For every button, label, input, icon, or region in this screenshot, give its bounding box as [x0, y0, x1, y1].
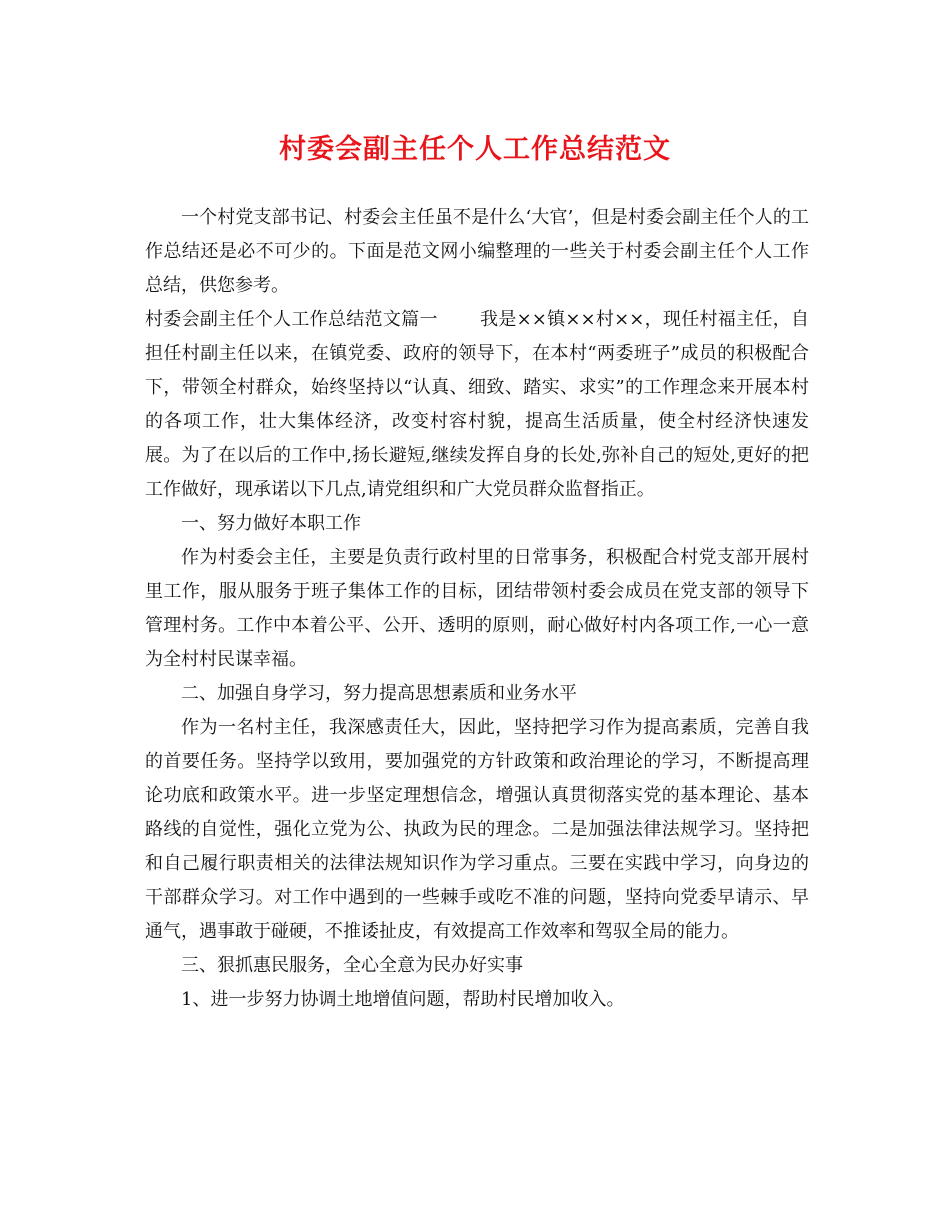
- heading-3: 三、狠抓惠民服务，全心全意为民办好实事: [181, 955, 523, 976]
- paragraph-2: 作为一名村主任，我深感责任大，因此，坚持把学习作为提高素质，完善自我的首要任务。坚持学以致用，要加强党的方针政策和政治理论的学习，不断提高理论功底和政策水平。进一步坚定理想信念，增强认真贯彻落实党的基本理论、基本路线的自觉性，强化立党为公、执政为民的理念。二是加强法律法规学习。坚持把和自己履行职责相关的法律法规知识作为学习重点。三要在实践中学习，向身边的干部群众学习。对工作中遇到的一些棘手或吃不准的问题，坚持向党委早请示、早通气，遇事敢于碰硬，不推诿扯皮，有效提高工作效率和驾驭全局的能力。: [145, 717, 809, 942]
- paragraph-1: 作为村委会主任，主要是负责行政村里的日常事务，积极配合村党支部开展村里工作，服从服务于班子集体工作的目标，团结带领村委会成员在党支部的领导下管理村务。工作中本着公平、公开、透明的原则，耐心做好村内各项工作,一心一意为全村村民谋幸福。: [145, 547, 809, 670]
- section-heading: 村委会副主任个人工作总结范文篇一: [145, 309, 438, 330]
- intro-paragraph: 一个村党支部书记、村委会主任虽不是什么‘大官’，但是村委会副主任个人的工作总结还是必不可少的。下面是范文网小编整理的一些关于村委会副主任个人工作总结，供您参考。: [145, 207, 809, 296]
- section-text: 我是××镇××村××，现任村福主任，自担任村副主任以来，在镇党委、政府的领导下，在本村“两委班子”成员的积极配合下，带领全村群众，始终坚持以“认真、细致、踏实、求实”的工作理念来开展本村的各项工作，壮大集体经济，改变村容村貌，提高生活质量，使全村经济快速发展。为了在以后的工作中,扬长避短,继续发挥自身的长处,弥补自己的短处,更好的把工作做好，现承诺以下几点,请党组织和广大党员群众监督指正。: [145, 309, 809, 500]
- section-paragraph: [145, 303, 809, 507]
- document-title: 村委会副主任个人工作总结范文: [279, 134, 671, 165]
- heading-1: 一、努力做好本职工作: [181, 513, 361, 534]
- heading-2: 二、加强自身学习，努力提高思想素质和业务水平: [181, 683, 577, 704]
- list-item-1: 1、进一步努力协调土地增值问题，帮助村民增加收入。: [181, 989, 625, 1010]
- document-body: [145, 201, 809, 1017]
